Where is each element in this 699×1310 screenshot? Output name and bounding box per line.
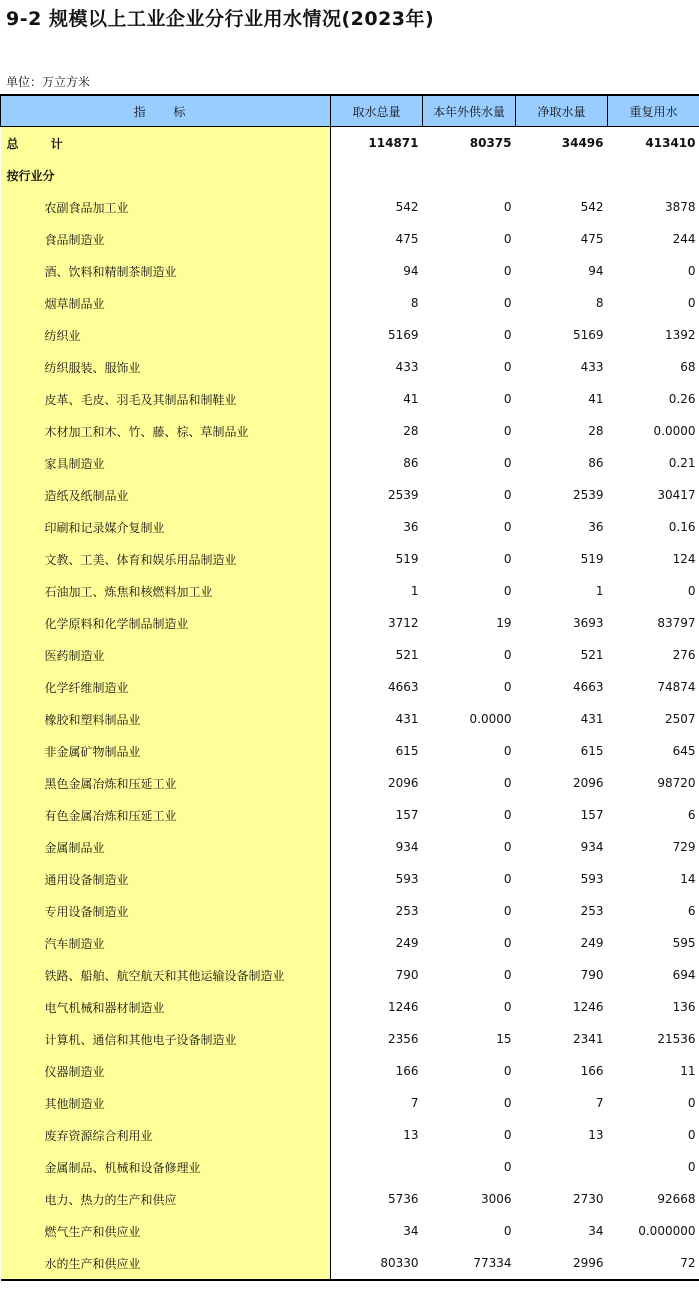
cell-net-intake: 3693 — [572, 616, 604, 630]
table-row — [1, 607, 699, 639]
table-row — [1, 479, 699, 511]
cell-external-supply: 0 — [503, 392, 512, 406]
cell-total-intake: 790 — [395, 968, 419, 982]
cell-reused: 21536 — [657, 1032, 696, 1046]
table-row — [1, 799, 699, 831]
cell-net-intake: 157 — [580, 808, 604, 822]
cell-net-intake: 521 — [580, 648, 604, 662]
cell-external-supply: 15 — [496, 1032, 512, 1046]
cell-reused: 6 — [687, 808, 696, 822]
column-header-reused: 重复用水 — [608, 95, 699, 127]
cell-net-intake: 519 — [580, 552, 604, 566]
cell-total-intake: 593 — [395, 872, 419, 886]
cell-total-intake: 41 — [403, 392, 419, 406]
table-row — [1, 863, 699, 895]
table-row — [1, 255, 699, 287]
industry-label: 有色金属冶炼和压延工业 — [1, 799, 331, 831]
cell-external-supply: 0 — [503, 904, 512, 918]
cell-total-intake: 34 — [403, 1224, 419, 1238]
cell-net-intake: 1 — [595, 584, 604, 598]
cell-external-supply: 0 — [503, 872, 512, 886]
cell-external-supply: 0 — [503, 968, 512, 982]
cell-net-intake: 431 — [580, 712, 604, 726]
cell-reused: 694 — [672, 968, 696, 982]
cell-reused: 0.21 — [668, 456, 696, 470]
cell-external-supply: 0 — [503, 744, 512, 758]
industry-label: 汽车制造业 — [1, 927, 331, 959]
cell-reused: 11 — [680, 1064, 696, 1078]
industry-label: 金属制品、机械和设备修理业 — [1, 1151, 331, 1183]
cell-total-intake: 2356 — [387, 1032, 419, 1046]
cell-net-intake: 2341 — [572, 1032, 604, 1046]
table-row — [1, 767, 699, 799]
industry-label: 计算机、通信和其他电子设备制造业 — [1, 1023, 331, 1055]
cell-reused: 0.0000 — [653, 424, 696, 438]
cell-external-supply: 0 — [503, 1000, 512, 1014]
cell-external-supply: 0 — [503, 1128, 512, 1142]
cell-total-intake: 5169 — [387, 328, 419, 342]
total-cell-total-intake: 114871 — [368, 136, 419, 150]
industry-label: 造纸及纸制品业 — [1, 479, 331, 511]
section-row — [1, 159, 699, 191]
cell-net-intake: 36 — [588, 520, 604, 534]
unit-label: 单位：万立方米 — [6, 75, 91, 89]
cell-total-intake: 7 — [410, 1096, 419, 1110]
cell-total-intake: 166 — [395, 1064, 419, 1078]
industry-label: 化学原料和化学制品制造业 — [1, 607, 331, 639]
cell-total-intake: 253 — [395, 904, 419, 918]
cell-reused: 729 — [672, 840, 696, 854]
cell-reused: 0.26 — [668, 392, 696, 406]
cell-reused: 0 — [687, 1160, 696, 1174]
cell-external-supply: 0 — [503, 328, 512, 342]
cell-net-intake: 615 — [580, 744, 604, 758]
table-row — [1, 287, 699, 319]
cell-external-supply: 0 — [503, 1096, 512, 1110]
table-row — [1, 1151, 699, 1183]
industry-label: 皮革、毛皮、羽毛及其制品和制鞋业 — [1, 383, 331, 415]
cell-net-intake: 94 — [588, 264, 604, 278]
cell-external-supply: 0 — [503, 232, 512, 246]
industry-label: 酒、饮料和精制茶制造业 — [1, 255, 331, 287]
table-header-row — [1, 95, 699, 127]
industry-label: 电气机械和器材制造业 — [1, 991, 331, 1023]
cell-net-intake: 2539 — [572, 488, 604, 502]
cell-total-intake: 249 — [395, 936, 419, 950]
cell-reused: 0.16 — [668, 520, 696, 534]
table-row — [1, 1119, 699, 1151]
cell-total-intake: 431 — [395, 712, 419, 726]
cell-reused: 595 — [672, 936, 696, 950]
cell-external-supply: 3006 — [480, 1192, 512, 1206]
cell-reused: 68 — [680, 360, 696, 374]
cell-reused: 98720 — [657, 776, 696, 790]
cell-total-intake: 36 — [403, 520, 419, 534]
cell-external-supply: 0 — [503, 648, 512, 662]
cell-external-supply: 0 — [503, 520, 512, 534]
cell-total-intake: 2096 — [387, 776, 419, 790]
industry-label: 燃气生产和供应业 — [1, 1215, 331, 1247]
cell-net-intake: 593 — [580, 872, 604, 886]
cell-total-intake — [331, 1151, 423, 1183]
cell-net-intake: 1246 — [572, 1000, 604, 1014]
column-header-total-intake: 取水总量 — [331, 95, 423, 127]
total-label: 总 计 — [1, 127, 331, 160]
cell-reused: 1392 — [664, 328, 696, 342]
industry-label: 烟草制品业 — [1, 287, 331, 319]
cell-reused: 0 — [687, 296, 696, 310]
cell-external-supply: 0 — [503, 1160, 512, 1174]
cell-reused: 276 — [672, 648, 696, 662]
cell-external-supply: 19 — [496, 616, 512, 630]
table-row — [1, 511, 699, 543]
cell-reused: 645 — [672, 744, 696, 758]
cell-reused: 0 — [687, 1096, 696, 1110]
table-row — [1, 927, 699, 959]
cell-net-intake: 34 — [588, 1224, 604, 1238]
cell-net-intake: 542 — [580, 200, 604, 214]
industry-label: 文教、工美、体育和娱乐用品制造业 — [1, 543, 331, 575]
total-cell-net-intake: 34496 — [561, 136, 604, 150]
industry-label: 专用设备制造业 — [1, 895, 331, 927]
cell-net-intake: 86 — [588, 456, 604, 470]
cell-total-intake: 433 — [395, 360, 419, 374]
cell-reused: 136 — [672, 1000, 696, 1014]
cell-total-intake: 542 — [395, 200, 419, 214]
cell-total-intake: 13 — [403, 1128, 419, 1142]
industry-label: 黑色金属冶炼和压延工业 — [1, 767, 331, 799]
industry-label: 食品制造业 — [1, 223, 331, 255]
cell-total-intake: 86 — [403, 456, 419, 470]
table-row — [1, 319, 699, 351]
cell-net-intake: 8 — [595, 296, 604, 310]
cell-external-supply: 0 — [503, 808, 512, 822]
cell-total-intake: 1246 — [387, 1000, 419, 1014]
table-row — [1, 959, 699, 991]
cell-total-intake: 1 — [410, 584, 419, 598]
industry-label: 印刷和记录媒介复制业 — [1, 511, 331, 543]
cell-reused: 30417 — [657, 488, 696, 502]
table-row — [1, 703, 699, 735]
cell-external-supply: 77334 — [473, 1256, 512, 1270]
table-row — [1, 895, 699, 927]
cell-net-intake: 4663 — [572, 680, 604, 694]
cell-external-supply: 0 — [503, 360, 512, 374]
cell-reused: 72 — [680, 1256, 696, 1270]
cell-total-intake: 475 — [395, 232, 419, 246]
total-row — [1, 127, 699, 160]
table-row — [1, 831, 699, 863]
cell-total-intake: 2539 — [387, 488, 419, 502]
cell-reused: 0 — [687, 584, 696, 598]
table-row — [1, 351, 699, 383]
table-row — [1, 415, 699, 447]
cell-total-intake: 28 — [403, 424, 419, 438]
cell-total-intake: 8 — [410, 296, 419, 310]
cell-reused: 6 — [687, 904, 696, 918]
table-row — [1, 735, 699, 767]
cell-total-intake: 3712 — [387, 616, 419, 630]
industry-label: 化学纤维制造业 — [1, 671, 331, 703]
cell-external-supply: 0 — [503, 1224, 512, 1238]
industry-label: 其他制造业 — [1, 1087, 331, 1119]
cell-reused: 83797 — [657, 616, 696, 630]
cell-total-intake: 5736 — [387, 1192, 419, 1206]
cell-total-intake: 615 — [395, 744, 419, 758]
cell-net-intake: 2996 — [572, 1256, 604, 1270]
table-row — [1, 1215, 699, 1247]
industry-label: 仪器制造业 — [1, 1055, 331, 1087]
industry-label: 通用设备制造业 — [1, 863, 331, 895]
table-row — [1, 639, 699, 671]
cell-reused: 74874 — [657, 680, 696, 694]
cell-total-intake: 157 — [395, 808, 419, 822]
industry-label: 纺织服装、服饰业 — [1, 351, 331, 383]
cell-net-intake: 2730 — [572, 1192, 604, 1206]
column-header-indicator: 指 标 — [1, 95, 331, 127]
total-cell-external-supply: 80375 — [469, 136, 512, 150]
cell-external-supply: 0 — [503, 296, 512, 310]
cell-external-supply: 0 — [503, 488, 512, 502]
industry-label: 家具制造业 — [1, 447, 331, 479]
cell-external-supply: 0 — [503, 264, 512, 278]
industry-label: 医药制造业 — [1, 639, 331, 671]
industry-label: 非金属矿物制品业 — [1, 735, 331, 767]
industry-label: 废弃资源综合利用业 — [1, 1119, 331, 1151]
cell-net-intake: 475 — [580, 232, 604, 246]
cell-total-intake: 94 — [403, 264, 419, 278]
industry-label: 水的生产和供应业 — [1, 1247, 331, 1280]
column-header-external-supply: 本年外供水量 — [423, 95, 516, 127]
cell-reused: 0 — [687, 264, 696, 278]
cell-external-supply: 0 — [503, 552, 512, 566]
cell-external-supply: 0 — [503, 424, 512, 438]
cell-net-intake — [516, 1151, 608, 1183]
cell-reused: 124 — [672, 552, 696, 566]
table-row — [1, 191, 699, 223]
cell-external-supply: 0 — [503, 680, 512, 694]
page-title: 9-2 规模以上工业企业分行业用水情况(2023年) — [6, 8, 435, 30]
water-usage-table — [0, 94, 699, 1281]
industry-label: 木材加工和木、竹、藤、棕、草制品业 — [1, 415, 331, 447]
cell-net-intake: 166 — [580, 1064, 604, 1078]
table-row — [1, 543, 699, 575]
total-cell-reused: 413410 — [645, 136, 696, 150]
cell-net-intake: 7 — [595, 1096, 604, 1110]
table-row — [1, 1023, 699, 1055]
table-row — [1, 1055, 699, 1087]
cell-external-supply: 0 — [503, 1064, 512, 1078]
cell-net-intake: 28 — [588, 424, 604, 438]
cell-reused: 14 — [680, 872, 696, 886]
cell-total-intake: 521 — [395, 648, 419, 662]
cell-external-supply: 0.0000 — [469, 712, 512, 726]
cell-reused: 244 — [672, 232, 696, 246]
industry-label: 铁路、船舶、航空航天和其他运输设备制造业 — [1, 959, 331, 991]
table-row — [1, 1087, 699, 1119]
table-row — [1, 575, 699, 607]
table-row — [1, 1247, 699, 1280]
table-row — [1, 1183, 699, 1215]
table-row — [1, 447, 699, 479]
industry-label: 石油加工、炼焦和核燃料加工业 — [1, 575, 331, 607]
cell-total-intake: 519 — [395, 552, 419, 566]
cell-reused: 0 — [687, 1128, 696, 1142]
cell-net-intake: 253 — [580, 904, 604, 918]
cell-total-intake: 934 — [395, 840, 419, 854]
cell-net-intake: 249 — [580, 936, 604, 950]
table-row — [1, 383, 699, 415]
cell-net-intake: 2096 — [572, 776, 604, 790]
table-row — [1, 671, 699, 703]
industry-label: 纺织业 — [1, 319, 331, 351]
cell-reused: 0.000000 — [638, 1224, 696, 1238]
cell-external-supply: 0 — [503, 776, 512, 790]
table-row — [1, 223, 699, 255]
industry-label: 金属制品业 — [1, 831, 331, 863]
cell-external-supply: 0 — [503, 200, 512, 214]
cell-external-supply: 0 — [503, 456, 512, 470]
industry-label: 农副食品加工业 — [1, 191, 331, 223]
cell-reused: 2507 — [664, 712, 696, 726]
cell-net-intake: 934 — [580, 840, 604, 854]
cell-net-intake: 13 — [588, 1128, 604, 1142]
cell-reused: 3878 — [664, 200, 696, 214]
cell-external-supply: 0 — [503, 840, 512, 854]
cell-external-supply: 0 — [503, 584, 512, 598]
table-row — [1, 991, 699, 1023]
industry-label: 电力、热力的生产和供应 — [1, 1183, 331, 1215]
cell-total-intake: 80330 — [380, 1256, 419, 1270]
cell-reused: 92668 — [657, 1192, 696, 1206]
column-header-net-intake: 净取水量 — [516, 95, 608, 127]
cell-net-intake: 433 — [580, 360, 604, 374]
cell-net-intake: 5169 — [572, 328, 604, 342]
cell-total-intake: 4663 — [387, 680, 419, 694]
cell-external-supply: 0 — [503, 936, 512, 950]
cell-net-intake: 790 — [580, 968, 604, 982]
cell-net-intake: 41 — [588, 392, 604, 406]
industry-label: 橡胶和塑料制品业 — [1, 703, 331, 735]
section-label: 按行业分 — [1, 159, 331, 191]
